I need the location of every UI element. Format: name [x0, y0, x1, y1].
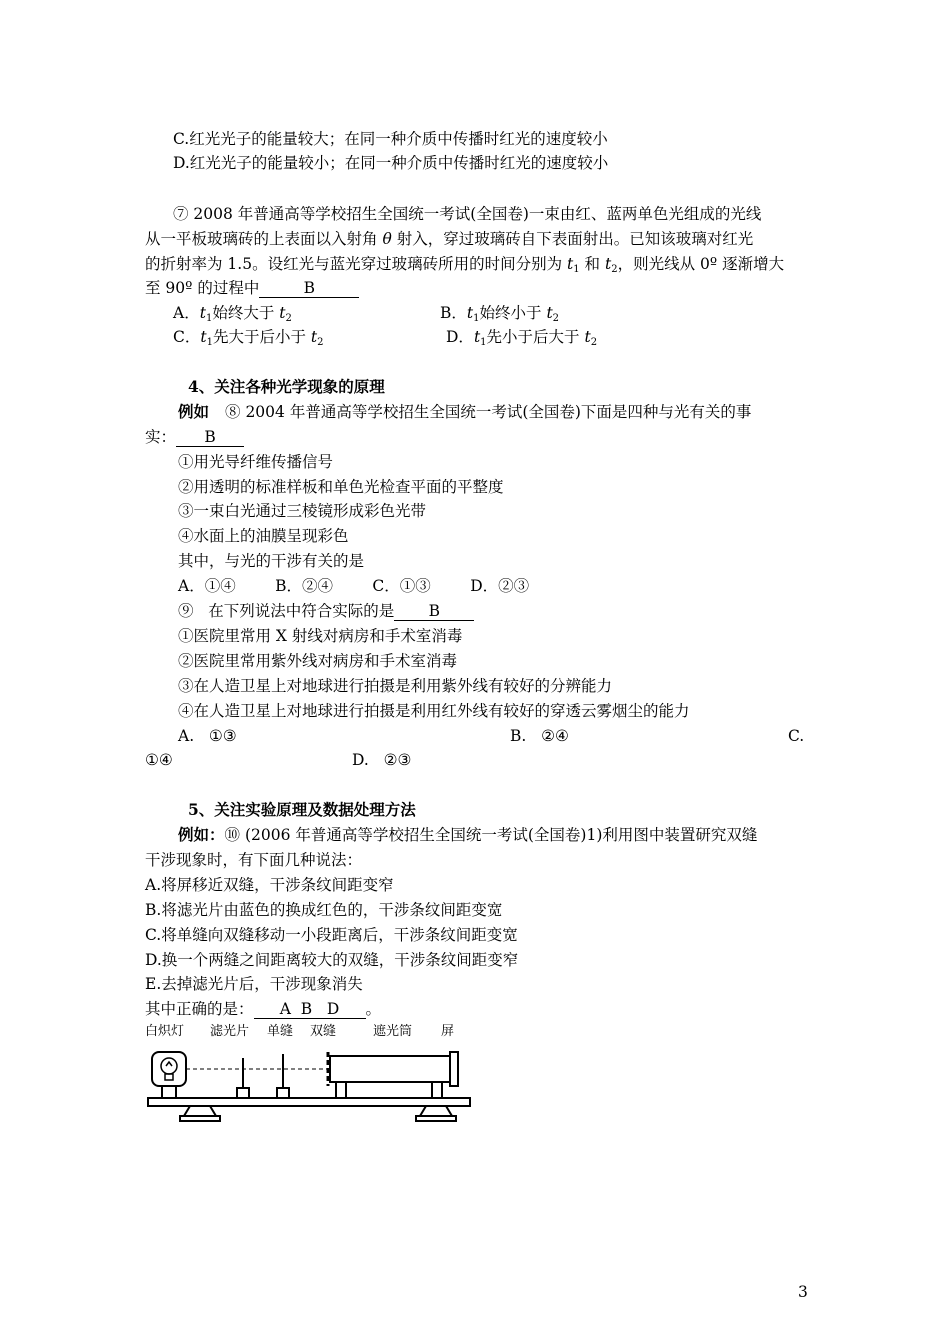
q6-option-c: C.红光光子的能量较大；在同一种介质中传播时红光的速度较小 — [173, 130, 608, 148]
label-double-slit: 双缝 — [310, 1024, 337, 1039]
section-4-heading: 4、关注各种光学现象的原理 — [188, 377, 385, 396]
q7-answer: B — [259, 279, 359, 298]
q9-item-1: ①医院里常用 X 射线对病房和手术室消毒 — [178, 627, 463, 645]
q10-answer: A B D — [254, 1000, 366, 1019]
label-incandescent-lamp: 白炽灯 — [145, 1024, 185, 1039]
q9-option-c-label: C. — [788, 727, 805, 745]
q7-option-d: D．$t_1$先小于后大于 $t_2$ — [446, 328, 598, 348]
q8-item-2: ②用透明的标准样板和单色光检查平面的平整度 — [178, 478, 504, 496]
q7-option-c: C．$t_1$先大于后小于 $t_2$ — [173, 328, 324, 348]
statement-d: D.换一个两缝之间距离较大的双缝，干涉条纹间距变窄 — [145, 951, 519, 969]
q8-item-1: ①用光导纤维传播信号 — [178, 453, 334, 471]
q9-line: ⑨ 在下列说法中符合实际的是 B — [178, 601, 474, 621]
label-light-shield-tube: 遮光筒 — [373, 1024, 413, 1039]
q9-option-a: A. ①③ — [178, 727, 237, 745]
q8-item-3: ③一束白光通过三棱镜形成彩色光带 — [178, 502, 427, 520]
q7-option-b: B．$t_1$始终小于 $t_2$ — [440, 304, 560, 324]
double-slit-apparatus-diagram — [140, 1040, 480, 1130]
q6-option-d: D.红光光子的能量较小；在同一种介质中传播时红光的速度较小 — [173, 154, 609, 172]
q7-line1: ⑦ 2008 年普通高等学校招生全国统一考试(全国卷)一束由红、蓝两单色光组成的光线 — [173, 205, 762, 223]
q7-line4: 至 90º 的过程中 B — [145, 278, 359, 298]
q7-option-a: A．$t_1$始终大于 $t_2$ — [173, 304, 292, 324]
q8-line1: 例如 ⑧ 2004 年普通高等学校招生全国统一考试(全国卷)下面是四种与光有关的事 — [178, 402, 752, 421]
q8-answer: B — [176, 428, 244, 447]
q8-options: A．①④ B．②④ C．①③ D．②③ — [178, 577, 530, 595]
q9-answer: B — [394, 602, 474, 621]
q7-line3: 的折射率为 1.5。设红光与蓝光穿过玻璃砖所用的时间分别为 $t_1$ 和 $t_2$，则光线从 0º 逐渐增大 — [145, 255, 785, 275]
correct-answer-line: 其中正确的是： A B D 。 — [145, 1000, 382, 1018]
label-filter: 滤光片 — [210, 1024, 250, 1039]
q9-option-b: B. ②④ — [510, 727, 569, 745]
q8-item-4: ④水面上的油膜呈现彩色 — [178, 527, 349, 545]
q9-item-2: ②医院里常用紫外线对病房和手术室消毒 — [178, 652, 458, 670]
q10-line2: 干涉现象时，有下面几种说法： — [145, 851, 363, 869]
q7-line2: 从一平板玻璃砖的上表面以入射角 θ 射入，穿过玻璃砖自下表面射出。已知该玻璃对红光 — [145, 230, 754, 248]
q8-question: 其中，与光的干涉有关的是 — [178, 552, 365, 570]
statement-c: C.将单缝向双缝移动一小段距离后，干涉条纹间距变宽 — [145, 926, 518, 944]
statement-a: A.将屏移近双缝，干涉条纹间距变窄 — [145, 876, 394, 894]
label-single-slit: 单缝 — [267, 1024, 294, 1039]
statement-e: E.去掉滤光片后，干涉现象消失 — [145, 975, 363, 993]
section-5-heading: 5、关注实验原理及数据处理方法 — [188, 800, 416, 819]
q9-item-3: ③在人造卫星上对地球进行拍摄是利用紫外线有较好的分辨能力 — [178, 677, 613, 695]
page-number: 3 — [798, 1283, 808, 1301]
q9-option-c-value: ①④ — [145, 751, 173, 769]
q9-option-d: D. ②③ — [352, 751, 412, 769]
statement-b: B.将滤光片由蓝色的换成红色的，干涉条纹间距变宽 — [145, 901, 503, 919]
label-screen: 屏 — [441, 1024, 455, 1039]
q8-line2: 实： B — [145, 427, 244, 447]
q9-item-4: ④在人造卫星上对地球进行拍摄是利用红外线有较好的穿透云雾烟尘的能力 — [178, 702, 690, 720]
q10-line1: 例如：⑩ (2006 年普通高等学校招生全国统一考试(全国卷)1)利用图中装置研究双缝 — [178, 825, 758, 844]
